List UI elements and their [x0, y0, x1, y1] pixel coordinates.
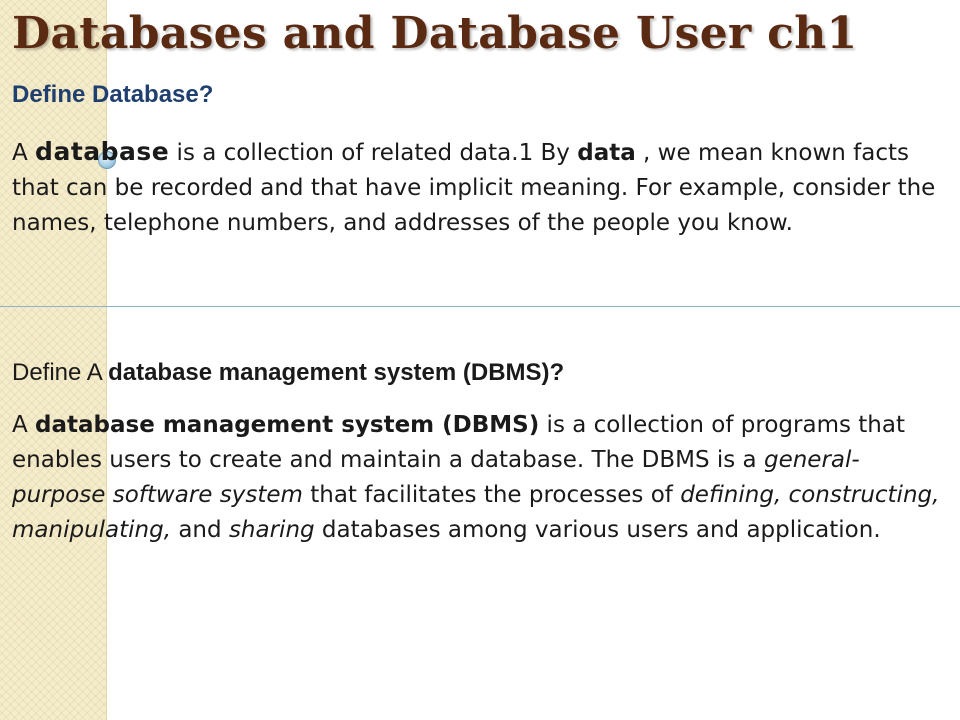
section2-text-e: databases among various users and application. [314, 517, 881, 543]
section2-term-general-purpose: general-purpose software system [12, 447, 860, 508]
section2-text-c: that facilitates the processes of [302, 482, 681, 508]
section2-text-b: is a collection of programs that enables users to create and maintain a database. The DBMS is a [12, 412, 905, 473]
section1-term-database: database [35, 137, 170, 166]
section2-term-sharing: sharing [228, 517, 315, 543]
section1-text-b: is a collection of related data.1 By [169, 140, 578, 166]
slide-title: Databases and Database User ch1 [12, 8, 858, 59]
section-divider [0, 306, 960, 307]
section1-text-c: , we mean known facts that can be recorded and that have implicit meaning. For example, consider the names, telephone numbers, and addresses of the people you know. [12, 140, 936, 236]
section1-heading: Define Database? [12, 81, 214, 108]
section2-text-d: and [171, 517, 229, 543]
section1-paragraph [12, 134, 952, 241]
section2-text-a: A [12, 412, 36, 438]
section2-paragraph [12, 408, 952, 548]
section1-term-data: data [577, 140, 636, 166]
section2-term-dbms: database management system (DBMS) [35, 412, 540, 438]
section1-text-a: A [12, 140, 36, 166]
section2-heading [12, 359, 564, 387]
section2-heading-term: database management system (DBMS)? [108, 359, 565, 386]
section2-heading-lead: Define A [12, 359, 109, 386]
section2-term-processes: defining, constructing, manipulating, [12, 482, 940, 543]
